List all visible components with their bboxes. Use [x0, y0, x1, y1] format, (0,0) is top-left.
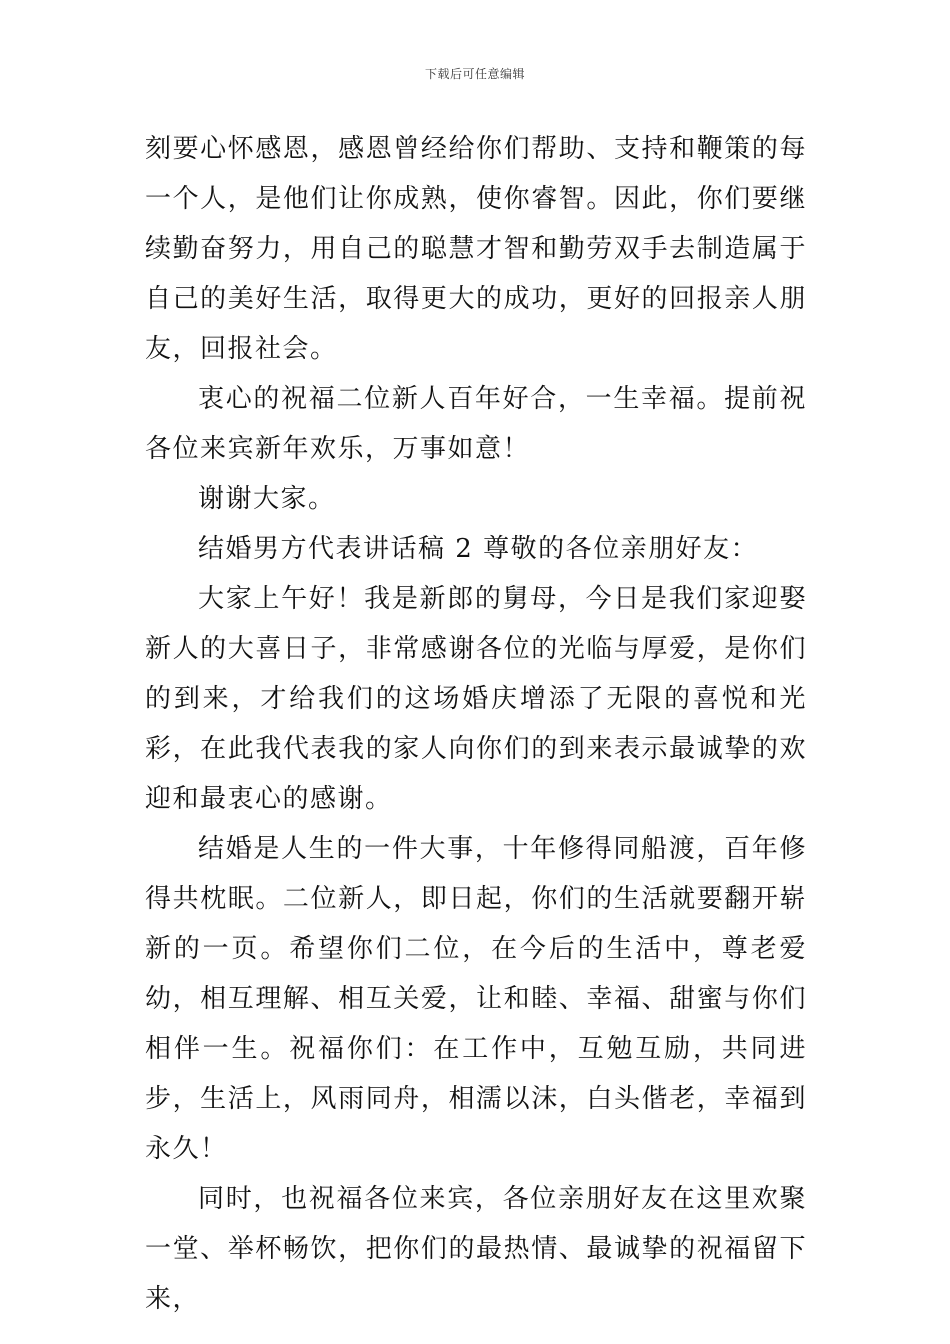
paragraph-blessing: 衷心的祝福二位新人百年好合，一生幸福。提前祝各位来宾新年欢乐，万事如意！: [145, 384, 807, 464]
paragraph-continued: 刻要心怀感恩，感恩曾经给你们帮助、支持和鞭策的每一个人，是他们让你成熟，使你睿智。因此，你们要继续勤奋努力，用自己的聪慧才智和勤劳双手去制造属于自己的美好生活，取得更大的成功，更好的回报亲人朋友，回报社会。: [145, 134, 807, 364]
page-header-note: 下载后可任意编辑: [424, 67, 525, 81]
paragraph-thanks: 谢谢大家。: [198, 484, 336, 514]
paragraph-marriage-wishes: 结婚是人生的一件大事，十年修得同船渡，百年修得共枕眠。二位新人，即日起，你们的生活就要翻开崭新的一页。希望你们二位，在今后的生活中，尊老爱幼，相互理解、相互关爱，让和睦、幸福、甜蜜与你们相伴一生。祝福你们：在工作中，互勉互励，共同进步，生活上，风雨同舟，相濡以沫，白头偕老，幸福到永久！: [145, 834, 807, 1164]
paragraph-greeting: 大家上午好！我是新郎的舅母，今日是我们家迎娶新人的大喜日子，非常感谢各位的光临与厚爱，是你们的到来，才给我们的这场婚庆增添了无限的喜悦和光彩，在此我代表我的家人向你们的到来表示最诚挚的欢迎和最衷心的感谢。: [145, 584, 807, 814]
document-body: [145, 124, 807, 1324]
paragraph-guest-wishes: 同时，也祝福各位来宾，各位亲朋好友在这里欢聚一堂、举杯畅饮，把你们的最热情、最诚挚的祝福留下来，: [145, 1184, 807, 1314]
paragraph-speech-title: 结婚男方代表讲话稿 2 尊敬的各位亲朋好友：: [198, 534, 759, 564]
